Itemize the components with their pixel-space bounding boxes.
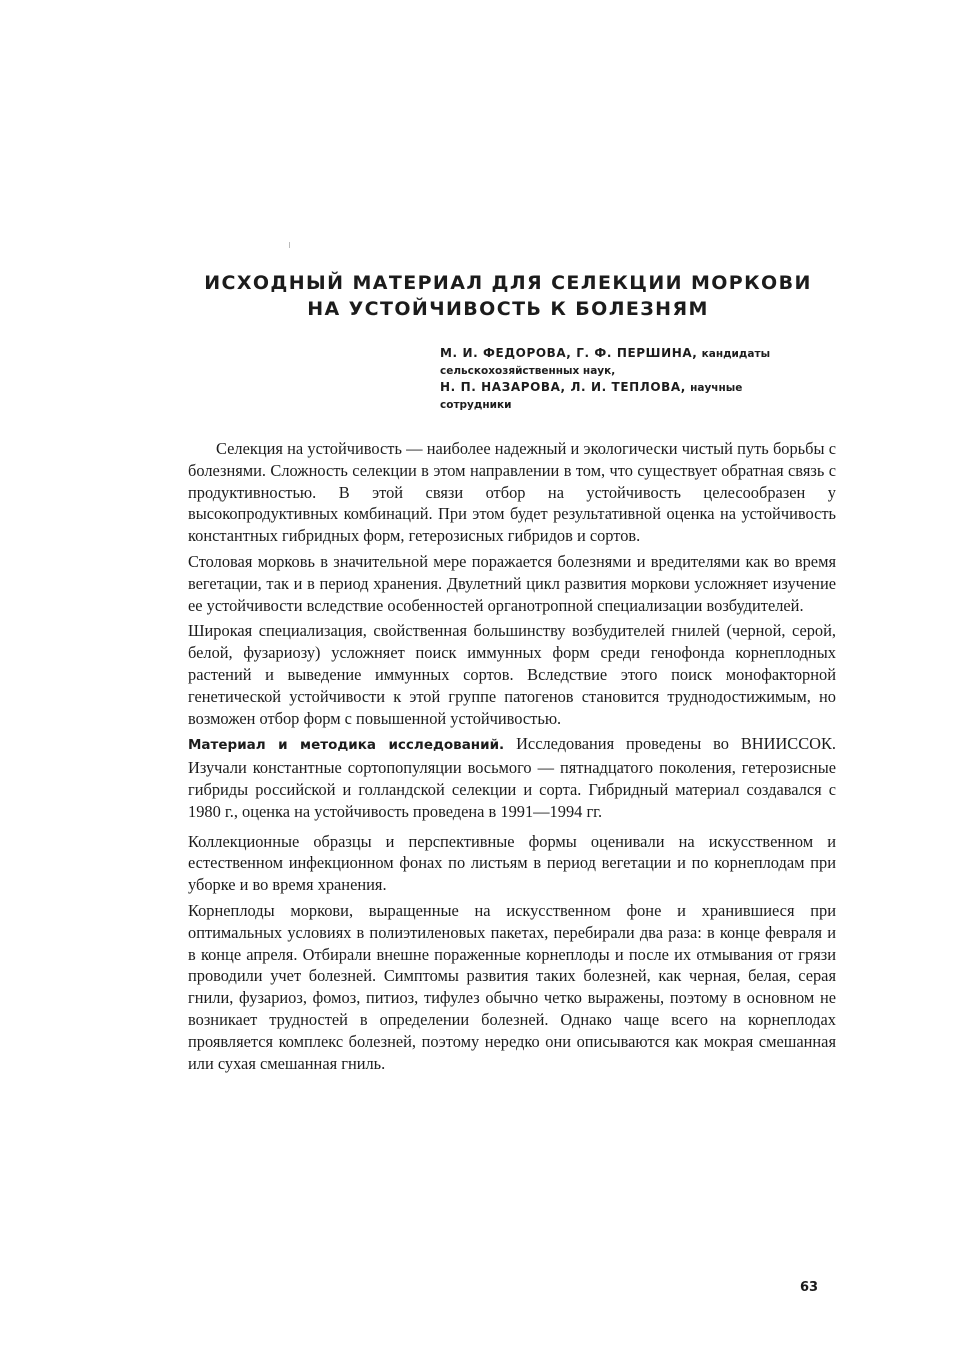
author-names-2: Н. П. НАЗАРОВА, Л. И. ТЕПЛОВА, [440,380,686,394]
author-role-3: научные [690,382,743,394]
article-body [188,438,836,1078]
title-line-1: ИСХОДНЫЙ МАТЕРИАЛ ДЛЯ СЕЛЕКЦИИ МОРКОВИ [204,272,812,294]
title-line-2: НА УСТОЙЧИВОСТЬ К БОЛЕЗНЯМ [307,298,709,320]
paragraph-6: Корнеплоды моркови, выращенные на искусственном фоне и хранившиеся при оптимальных условиях в полиэтиленовых пакетах, перебирали два раза: в конце февраля и в конце апреля. Отбирали внешне пораженные корнеплоды и после их отмывания от грязи проводили учет болезней. Симптомы развития таких болезней, как черная, белая, серая гнили, фузариоз, фомоз, питиоз, тифулез обычно четко выражены, поэтому в основном не возникает трудностей в определении болезней. Однако чаще всего на корнеплодах проявляется комплекс болезней, поэтому нередко они описываются как мокрая смешанная или сухая смешанная гниль. [188,900,836,1073]
authors-block [440,345,835,413]
paragraph-3: Широкая специализация, свойственная большинству возбудителей гнилей (черной, серой, белой, фузариозу) усложняет поиск иммунных форм среди генофонда корнеплодных растений и выведение иммунных сортов. Вследствие этого поиск монофакторной генетической устойчивости к этой группе патогенов становится труднодостижимым, но возможен отбор форм с повышенной устойчивостью. [188,621,836,728]
paragraph-1: Селекция на устойчивость — наиболее надежный и экологически чистый путь борьбы с болезнями. Сложность селекции в этом направлении в том, что существует обратная связь с продуктивностью. В этой связи отбор на устойчивость целесообразен у высокопродуктивных комбинаций. При этом будет результативной оценка на устойчивость константных гибридных форм, гетерозисных гибридов и сортов. [188,439,836,546]
scan-speck [289,242,290,248]
authors-line-1 [440,345,835,362]
authors-line-4 [440,396,835,413]
paragraph-4-text: Исследования проведены во ВНИИССОК. Изучали константные сортопопуляции восьмого — пятнадцатого поколения, гетерозисные гибриды российской и голландской селекции и сорта. Гибридный материал создавался с 1980 г., оценка на устойчивость проведена в 1991—1994 гг. [188,734,837,821]
author-role-4: сотрудники [440,399,512,411]
section-heading-methods: Материал и методика исследований. [188,737,505,754]
article-title [188,270,828,322]
authors-line-3 [440,379,835,396]
author-role-1: кандидаты [701,348,771,360]
paragraph-5: Коллекционные образцы и перспективные формы оценивали на искусственном и естественном инфекционном фонах по листьям в период вегетации и по корнеплодам при уборке и во время хранения. [188,831,836,895]
authors-line-2 [440,362,835,379]
author-role-2: сельскохозяйственных наук, [440,365,616,377]
author-names-1: М. И. ФЕДОРОВА, Г. Ф. ПЕРШИНА, [440,346,698,360]
page-number: 63 [800,1280,819,1295]
paragraph-4 [188,733,836,822]
paragraph-2: Столовая морковь в значительной мере поражается болезнями и вредителями как во время вегетации, так и в период хранения. Двулетний цикл развития моркови усложняет изучение ее устойчивости вследствие особенностей органотропной специализации возбудителей. [188,551,836,615]
